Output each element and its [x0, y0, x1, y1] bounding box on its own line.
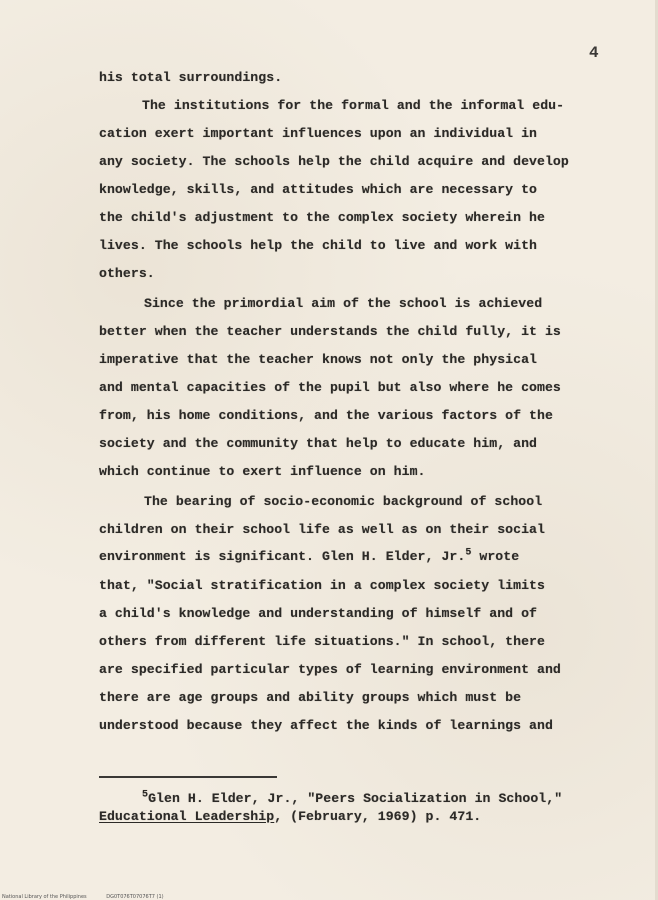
footnote-details: , (February, 1969) p. 471. — [274, 809, 482, 824]
footnote-line — [99, 809, 481, 824]
footnote-line — [142, 791, 562, 806]
text-line: lives. The schools help the child to live and work with — [99, 238, 538, 253]
text-line: any society. The schools help the child acquire and develop — [99, 154, 569, 169]
text-line: The bearing of socio-economic background of school — [144, 494, 543, 509]
text-line: Since the primordial aim of the school is achieved — [144, 296, 543, 311]
text-line: understood because they affect the kinds of learnings and — [99, 718, 553, 733]
text-line: there are age groups and ability groups which must be — [99, 690, 522, 705]
scan-footer — [2, 894, 182, 900]
text-line: that, "Social stratification in a complex society limits — [99, 578, 545, 593]
text-line: knowledge, skills, and attitudes which are necessary to — [99, 182, 538, 197]
text-line: which continue to exert influence on him. — [99, 464, 426, 479]
text-segment: environment is significant. Glen H. Elder, Jr. — [99, 549, 466, 564]
text-line: The institutions for the formal and the informal edu- — [142, 98, 565, 113]
text-line: the child's adjustment to the complex society wherein he — [99, 210, 545, 225]
scan-footer-library: National Library of the Philippines — [2, 894, 87, 900]
text-line: cation exert important influences upon an individual in — [99, 126, 538, 141]
footnote-citation: Glen H. Elder, Jr., "Peers Socialization in School," — [148, 791, 563, 806]
text-line: better when the teacher understands the child fully, it is — [99, 324, 561, 339]
footnote-marker: 5 — [142, 789, 149, 801]
journal-title: Educational Leadership — [99, 809, 275, 824]
text-line: a child's knowledge and understanding of himself and of — [99, 606, 538, 621]
scan-footer-id: DG0T076T07076T7 (1) — [106, 894, 164, 900]
text-line: his total surroundings. — [99, 70, 283, 85]
text-line: are specified particular types of learning environment and — [99, 662, 561, 677]
text-line: from, his home conditions, and the various factors of the — [99, 408, 553, 423]
text-line: others from different life situations." In school, there — [99, 634, 545, 649]
text-line: others. — [99, 266, 155, 281]
text-line — [99, 549, 519, 564]
text-line: society and the community that help to educate him, and — [99, 436, 538, 451]
text-segment: wrote — [479, 549, 520, 564]
page-number: 4 — [589, 44, 599, 62]
text-line: imperative that the teacher knows not only the physical — [99, 352, 538, 367]
text-line: children on their school life as well as on their social — [99, 522, 545, 537]
footnote-reference: 5 — [465, 547, 472, 559]
text-line: and mental capacities of the pupil but also where he comes — [99, 380, 561, 395]
footnote-divider — [99, 776, 277, 778]
